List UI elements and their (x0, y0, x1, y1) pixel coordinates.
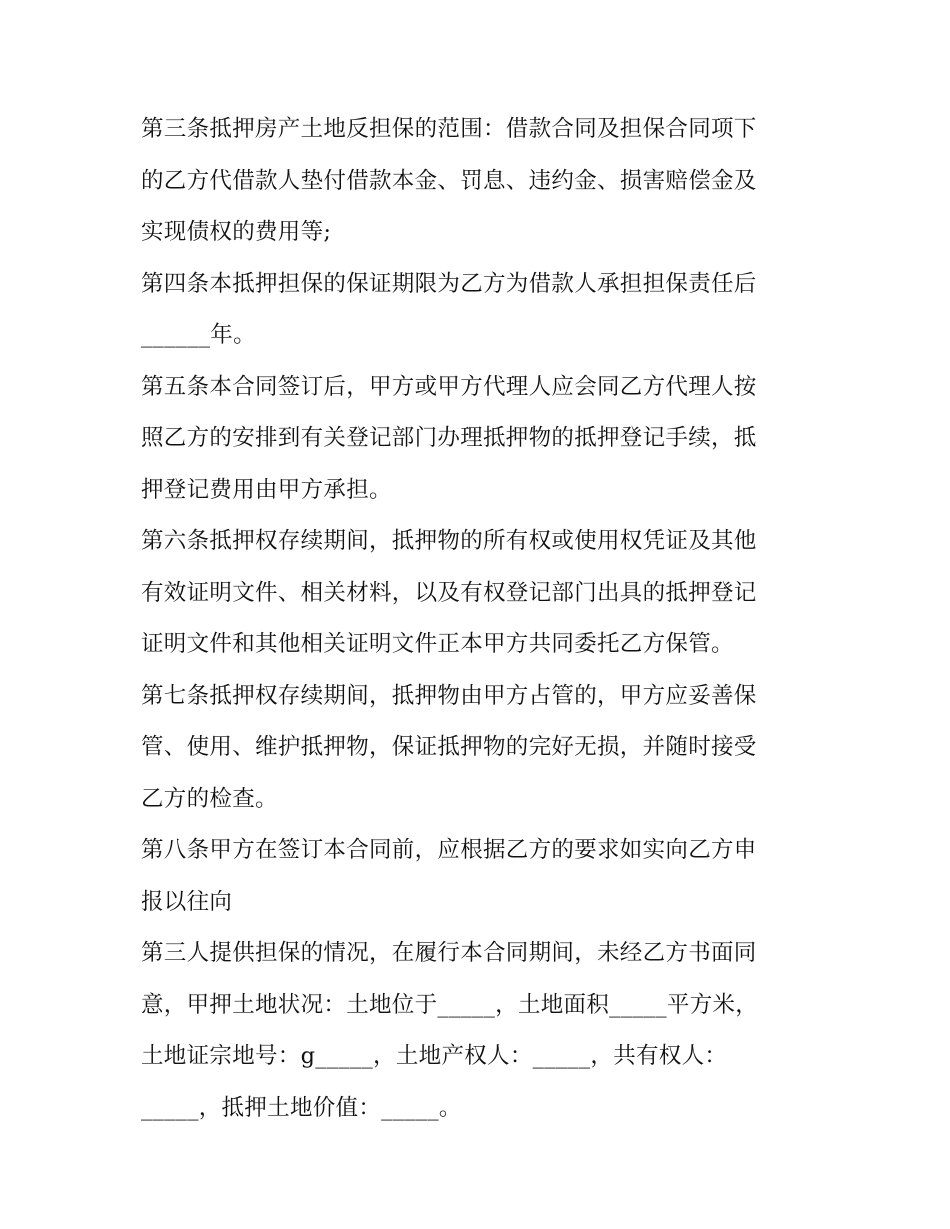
text-line-18: 意，甲押土地状况：土地位于_____，土地面积_____平方米， (141, 991, 759, 1018)
text-line-10: 有效证明文件、相关材料，以及有权登记部门出具的抵押登记 (141, 579, 757, 606)
text-line-4: 第四条本抵押担保的保证期限为乙方为借款人承担担保责任后 (141, 270, 757, 297)
text-line-11: 证明文件和其他相关证明文件正本甲方共同委托乙方保管。 (141, 631, 734, 657)
text-line-7: 照乙方的安排到有关登记部门办理抵押物的抵押登记手续，抵 (141, 425, 757, 451)
text-line-15: 第八条甲方在签订本合同前，应根据乙方的要求如实向乙方申 (141, 837, 757, 863)
text-line-2: 的乙方代借款人垫付借款本金、罚息、违约金、损害赔偿金及 (141, 167, 757, 194)
text-line-8: 押登记费用由甲方承担。 (141, 476, 392, 503)
text-line-19: 土地证宗地号：g_____，土地产权人：_____，共有权人： (141, 1043, 728, 1069)
text-line-12: 第七条抵押权存续期间，抵押物由甲方占管的，甲方应妥善保 (141, 682, 757, 709)
text-line-3: 实现债权的费用等; (141, 219, 332, 245)
text-line-9: 第六条抵押权存续期间，抵押物的所有权或使用权凭证及其他 (141, 528, 757, 554)
text-line-1: 第三条抵押房产土地反担保的范围：借款合同及担保合同项下 (141, 116, 757, 142)
text-line-17: 第三人提供担保的情况，在履行本合同期间，未经乙方书面同 (141, 940, 757, 966)
text-line-6: 第五条本合同签订后，甲方或甲方代理人应会同乙方代理人按 (141, 373, 757, 400)
text-line-20: _____，抵押土地价值：_____。 (141, 1094, 462, 1121)
text-line-14: 乙方的检查。 (141, 785, 278, 812)
text-line-5: ______年。 (141, 322, 256, 348)
text-line-16: 报以往向 (141, 888, 233, 915)
document-body (141, 104, 821, 1134)
text-line-13: 管、使用、维护抵押物，保证抵押物的完好无损，并随时接受 (141, 734, 757, 760)
